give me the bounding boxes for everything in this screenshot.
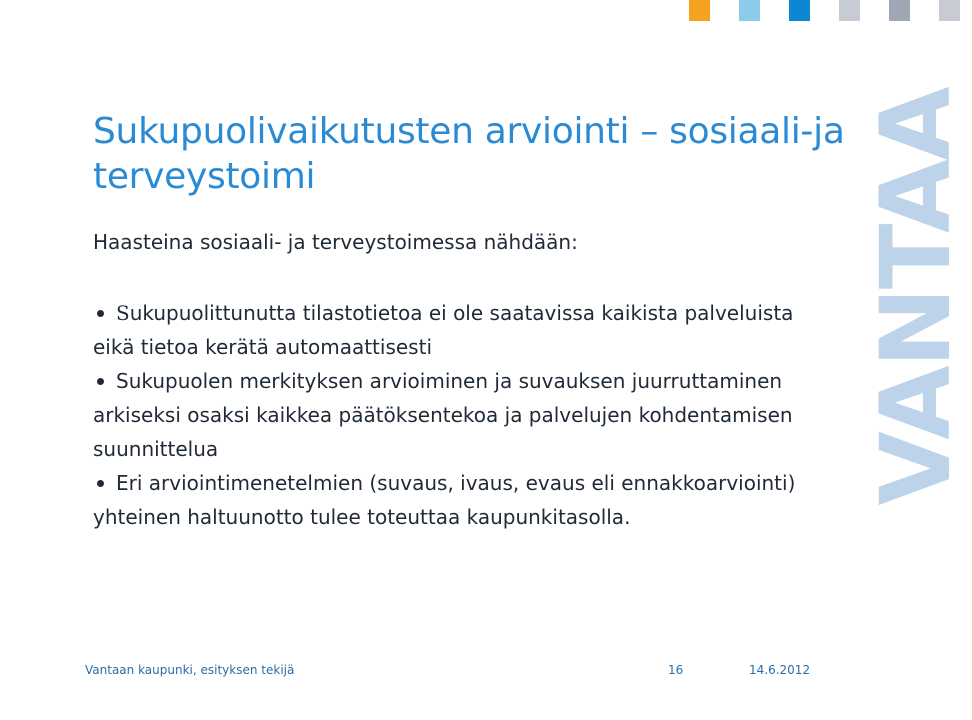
bullet-icon [97,480,104,487]
bullet-text: Eri arviointimenetelmien (suvaus, ivaus, evaus eli ennakkoarviointi) yhteinen haltuunotto tulee toteuttaa kaupunkitasolla. [93,471,796,529]
bullet-icon [97,378,104,385]
watermark-text: VANTAA [860,88,972,506]
corner-square [739,0,760,21]
bullet-item [93,364,813,466]
bullet-icon [97,310,104,317]
slide-footer [0,661,960,679]
footer-author: Vantaan kaupunki, esityksen tekijä [85,663,295,677]
bullet-item [93,466,813,534]
slide-title: Sukupuolivaikutusten arviointi – sosiaali-ja terveystoimi [93,111,845,197]
page-number: 16 [668,663,684,677]
bullet-text-initial: S [116,301,130,325]
bullet-list [93,296,813,534]
bullet-text: ukupuolittunutta tilastotietoa ei ole saatavissa kaikista palveluista eikä tietoa kerätä automaattisesti [93,301,794,359]
slide-content [93,226,813,534]
intro-text: Haasteina sosiaali- ja terveystoimessa nähdään: [93,230,578,254]
footer-date: 14.6.2012 [749,663,811,677]
bullet-item [93,296,813,364]
bullet-text: Sukupuolen merkityksen arvioiminen ja suvauksen juurruttaminen arkiseksi osaksi kaikkea päätöksentekoa ja palvelujen kohdentamisen suunnittelua [93,369,793,461]
corner-square [889,0,910,21]
corner-square [789,0,810,21]
corner-square [839,0,860,21]
vantaa-watermark [860,88,972,506]
corner-square [939,0,960,21]
corner-square [689,0,710,21]
